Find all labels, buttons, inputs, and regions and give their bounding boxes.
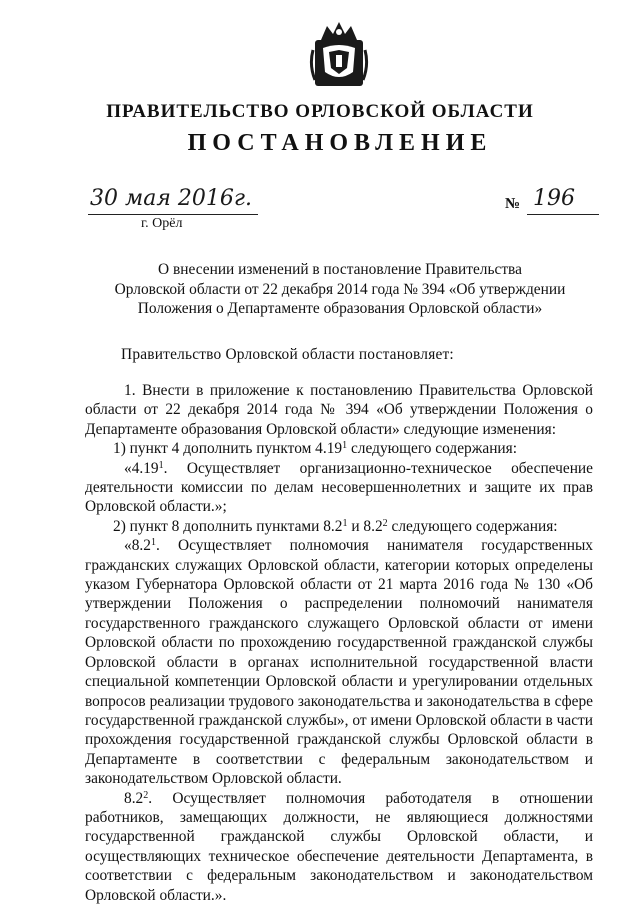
superscript: 2 xyxy=(143,789,149,801)
paragraph-item-1: 1. Внести в приложение к постановлению Правительства Орловской области от 22 декабря 2014 года № 394 «Об утверждении Положения о Департаменте образования Орловской области» следующие изменения: xyxy=(85,382,593,438)
orel-oblast-coat-of-arms-icon xyxy=(309,20,369,90)
text-run: «4.19 xyxy=(124,459,159,477)
handwritten-number: 196 xyxy=(533,186,575,211)
text-run: 8.2 xyxy=(124,789,144,807)
paragraph-quote-8-2-1 xyxy=(85,536,593,788)
handwritten-date: 30 мая 2016г. xyxy=(90,186,253,211)
text-run: 2) пункт 8 дополнить пунктами 8.2 xyxy=(113,517,343,535)
document-subject xyxy=(100,260,580,319)
preamble-text: Правительство Орловской области постановляет: xyxy=(121,346,454,363)
superscript: 1 xyxy=(342,440,348,452)
paragraph-quote-8-2-2 xyxy=(85,789,593,905)
superscript: 1 xyxy=(342,517,348,529)
superscript: 1 xyxy=(158,459,164,471)
text-run: следующего содержания: xyxy=(387,517,558,535)
document-body xyxy=(85,381,593,905)
subject-line: Орловской области от 22 декабря 2014 года № 394 «Об утверждении xyxy=(114,280,566,298)
text-run: . Осуществляет полномочия нанимателя государственных гражданских служащих Орловской области, категории которых определены указом Губернатора Орловской области от 21 марта 2016 года № 130 «Об утверждении Положения о распределении полномочий нанимателя государственного гражданского служащего Орловской области от имени Орловской области по прохождению государственной гражданской службы Орловской области в органах исполнительной государственной власти специальной компетенции Орловской области и урегулировании отдельных вопросов реализации трудового законодательства и законодательства в сфере государственной гражданской службы», от имени Орловской области в части прохождения государственной гражданской службы Орловской области в Департаменте в соответствии с федеральным законодательством и законодательством Орловской области. xyxy=(85,537,593,788)
subject-line: О внесении изменений в постановление Правительства xyxy=(158,261,522,278)
subject-line: Положения о Департаменте образования Орловской области» xyxy=(137,300,543,317)
text-run: следующего содержания: xyxy=(347,440,518,458)
text-run: . Осуществляет полномочия работодателя в отношении работников, замещающих должности, не являющиеся должностями государственной гражданской службы Орловской области, и осуществляющих техническое обеспечение деятельности Департамента, в соответствии с федеральным законодательством и законодательством Орловской области.». xyxy=(85,789,593,904)
text-run: 1) пункт 4 дополнить пунктом 4.19 xyxy=(113,440,343,458)
superscript: 2 xyxy=(382,517,388,529)
text-run: . Осуществляет организационно-техническое обеспечение деятельности комиссии по делам несовершеннолетних и защите их прав Орловской области.»; xyxy=(85,459,593,516)
document-type-title: ПОСТАНОВЛЕНИЕ xyxy=(187,130,493,156)
text-run: и 8.2 xyxy=(347,517,383,535)
paragraph-subitem-2 xyxy=(85,517,593,536)
paragraph-quote-4-19-1 xyxy=(85,459,593,517)
text-run: «8.2 xyxy=(124,537,151,555)
superscript: 1 xyxy=(150,537,156,549)
paragraph-subitem-1 xyxy=(85,439,593,458)
city-label: г. Орёл xyxy=(141,216,183,231)
government-title: ПРАВИТЕЛЬСТВО ОРЛОВСКОЙ ОБЛАСТИ xyxy=(106,101,534,122)
preamble xyxy=(121,346,454,364)
number-label: № xyxy=(505,196,521,212)
